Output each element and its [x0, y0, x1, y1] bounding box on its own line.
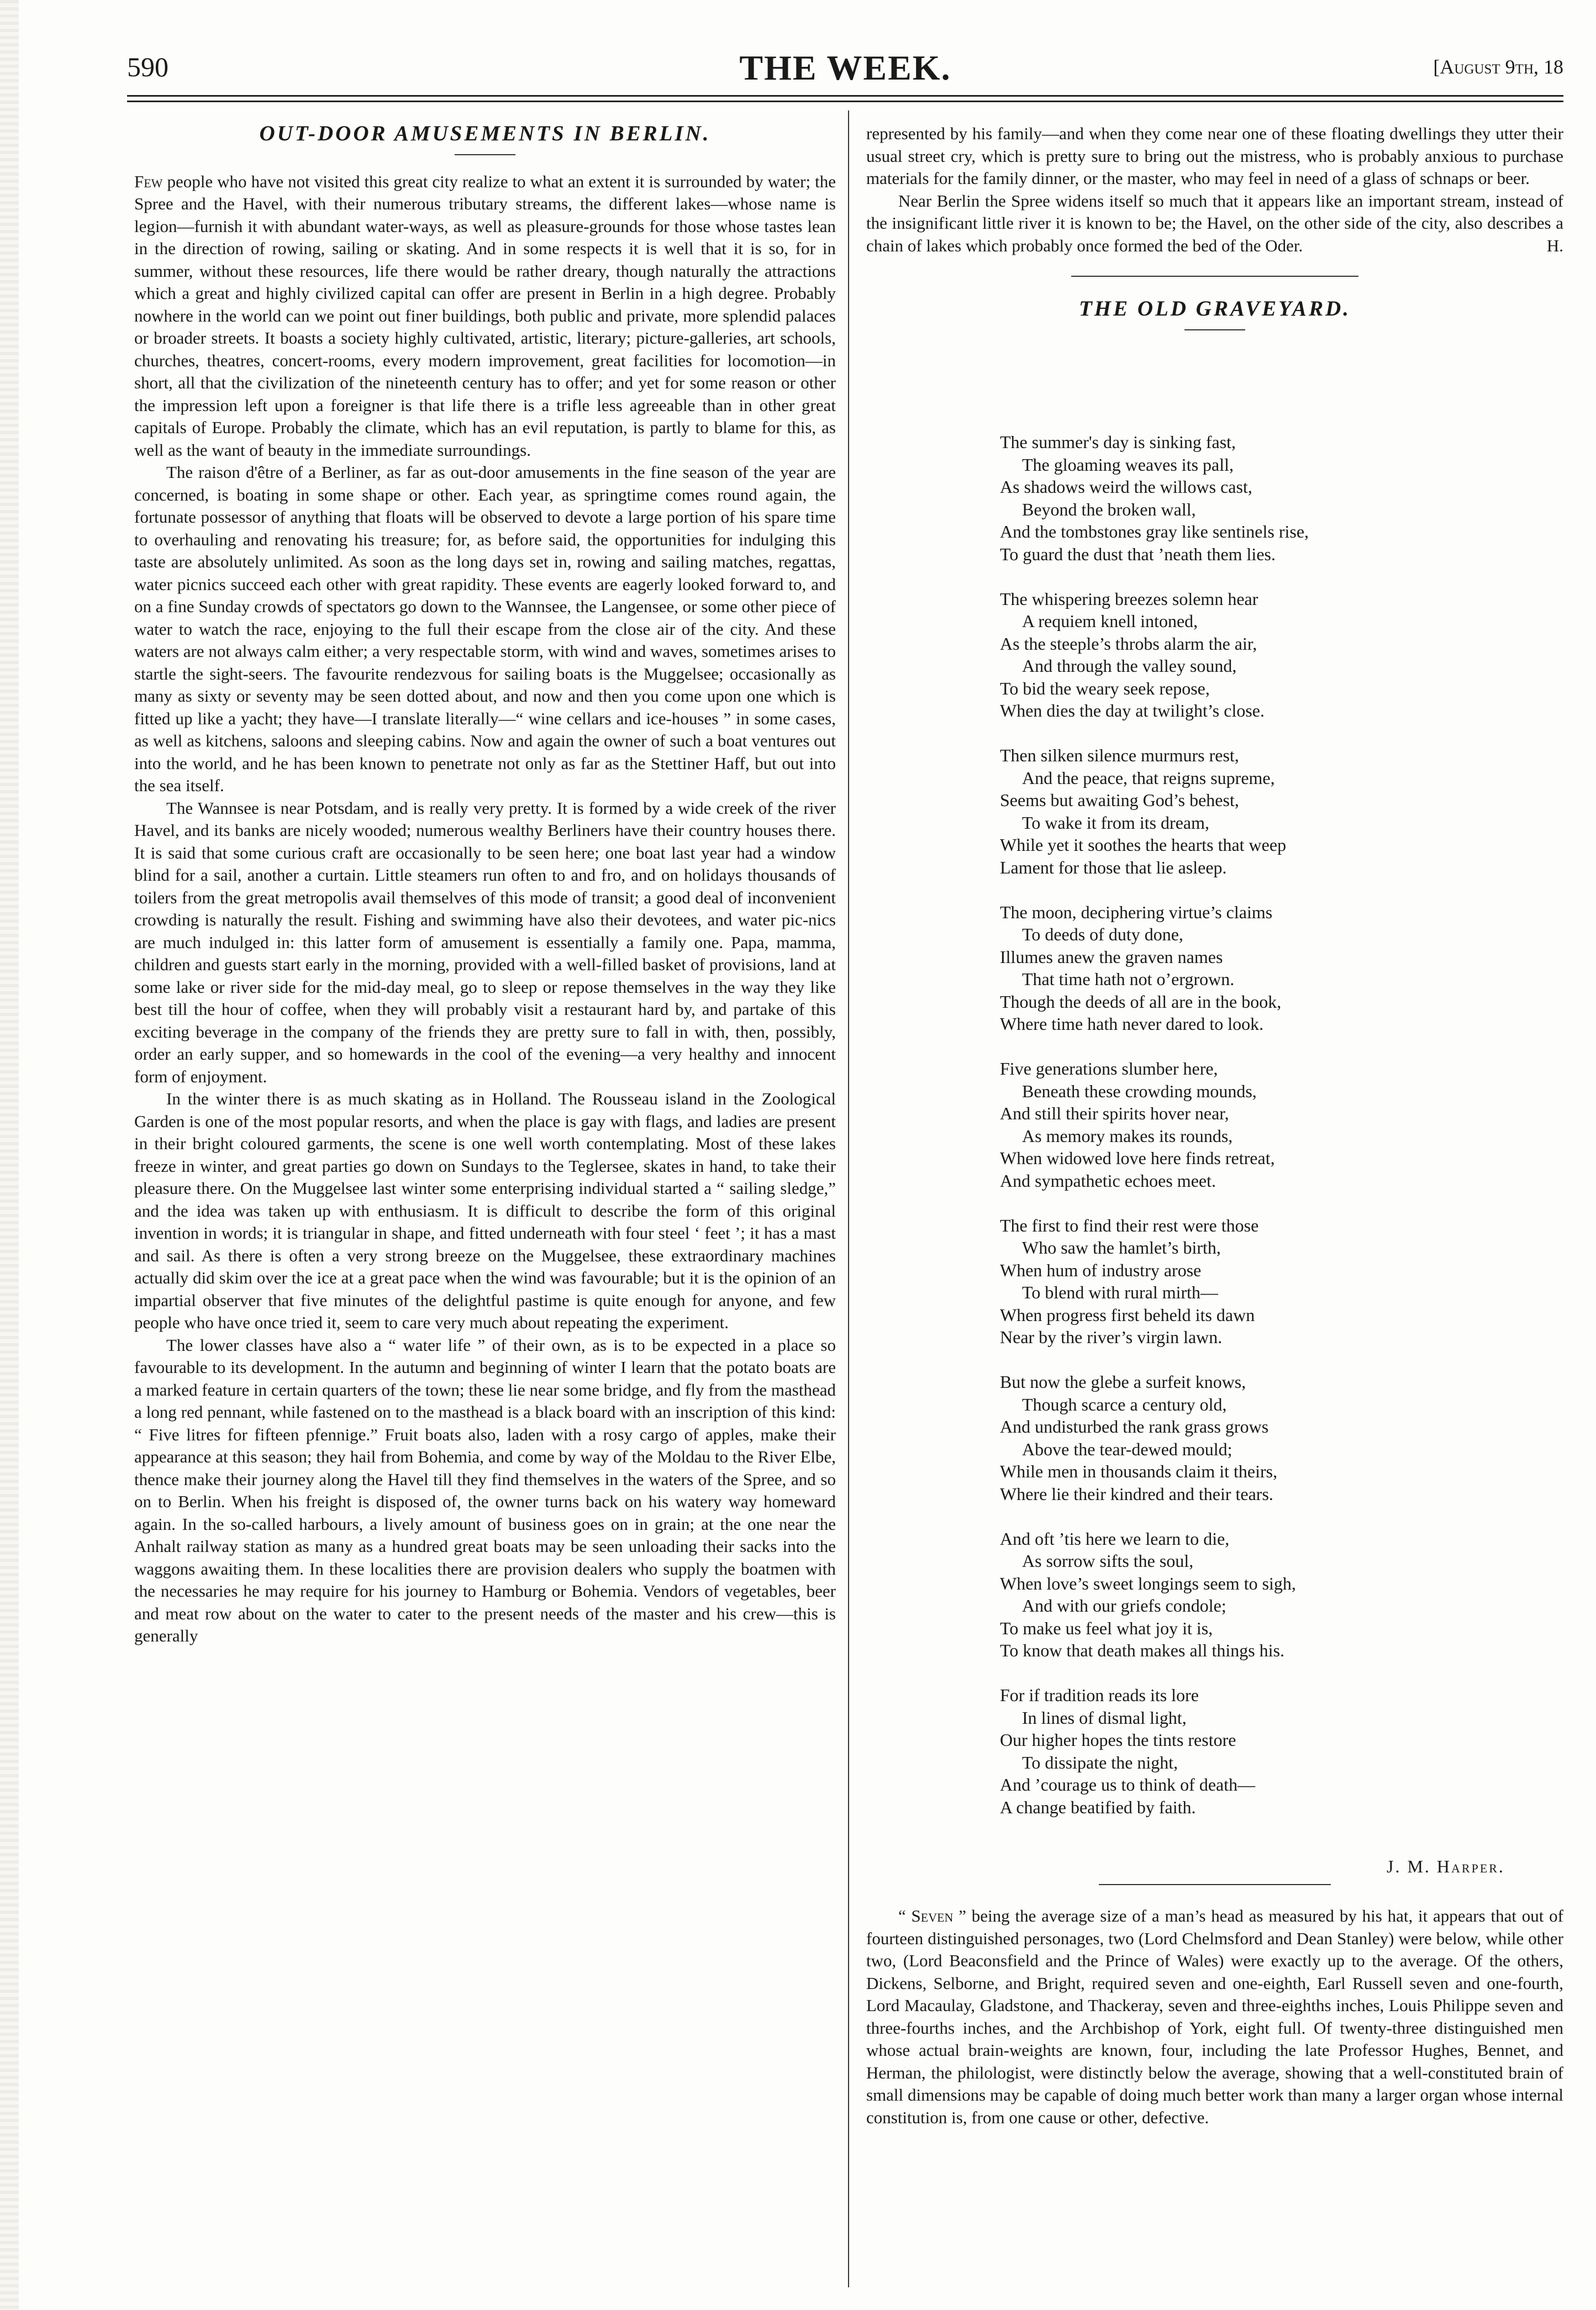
poem-line: In lines of dismal light, — [1022, 1707, 1187, 1728]
poem-line: But now the glebe a surfeit knows, — [1000, 1372, 1246, 1392]
left-column — [134, 123, 836, 1648]
continuation-paragraph: Near Berlin the Spree widens itself so much that it appears like an important stream, instead of the insignificant little river it is known to be; the Havel, on the other side of the city, also describes a chain of lakes which probably once formed the bed of the Oder. H. — [866, 190, 1563, 257]
poem-line: Though scarce a century old, — [1022, 1394, 1227, 1414]
poem-line: A change beatified by faith. — [1000, 1797, 1196, 1817]
poem-author: J. M. Harper. — [1387, 1856, 1505, 1876]
poem-line: When progress first beheld its dawn — [1000, 1304, 1255, 1325]
poem-line: Above the tear-dewed mould; — [1022, 1439, 1232, 1459]
poem-line: And undisturbed the rank grass grows — [1000, 1417, 1269, 1436]
poem-line: Illumes anew the graven names — [1000, 946, 1223, 967]
poem-line: Beneath these crowding mounds, — [1022, 1081, 1257, 1101]
poem-line: Then silken silence murmurs rest, — [1000, 745, 1239, 765]
page-header — [127, 48, 1563, 86]
poem-line: To know that death makes all things his. — [1000, 1640, 1285, 1660]
poem — [1000, 431, 1309, 1841]
note-first-word: “ Seven ” — [898, 1906, 967, 1925]
article-paragraph: The raison d'être of a Berliner, as far as out-door amusements in the fine season of the year are concerned, is boating in some shape or other. Each year, as springtime comes round again, the fortunate possessor of anything that floats will be observed to devote a large portion of his spare time to overhauling and renovating his treasure; for, as before said, the opportunities for indulging this taste are absolutely unlimited. As soon as the long days set in, rowing and sailing matches, regattas, water picnics succeed each other with great rapidity. These events are eagerly looked forward to, and on a fine Sunday crowds of spectators go down to the Wannsee, the Langensee, or some other piece of water to watch the race, enjoying to the full their escape from the close air of the city. And these waters are not always calm either; a very respectable storm, with wind and waves, sometimes arises to startle the sight-seers. The favourite rendezvous for sailing boats is the Muggelsee; occasionally as many as sixty or seventy may be seen dotted about, and now and then you come upon one which is fitted up like a yacht; they have—I translate literally—“ wine cellars and ice-houses ” in some cases, as well as kitchens, saloons and sleeping cabins. Now and again the owner of such a boat ventures out into the world, and he has been known to penetrate not only as far as the Stettiner Haff, but out into the sea itself. — [134, 462, 836, 795]
page-number: 590 — [127, 51, 168, 82]
article-paragraph: The lower classes have also a “ water life ” of their own, as is to be expected in a place so favourable to its development. In the autumn and beginning of winter I learn that the potato boats are a marked feature in certain quarters of the town; these lie near some bridge, and fly from the masthead a long red pennant, while fastened on to the masthead is a black board with an inscription of this kind: “ Five litres for fifteen pfennige.” Fruit boats also, laden with a rosy cargo of apples, make their appearance at this season; they hail from Bohemia, and come by way of the Moldau to the River Elbe, thence make their journey along the Havel till they find themselves in the waters of the Spree, and so on to Berlin. When his freight is disposed of, the owner turns back on his watery way homeward again. In the so-called harbours, a lively amount of business goes on in grain; at the one near the Anhalt railway station as many as a hundred great boats may be seen unloading their sacks into the waggons awaiting them. In these localities there are provision dealers who supply the boatmen with the necessaries he may require for his journey to Hamburg or Bohemia. Vendors of vegetables, beer and meat row about on the water to cater to the present needs of the master and his crew—this is generally — [134, 1335, 836, 1645]
poem-line: Lament for those that lie asleep. — [1000, 857, 1227, 877]
heading-rule — [455, 154, 515, 155]
poem-heading: THE OLD GRAVEYARD. — [1078, 297, 1351, 320]
poem-line: Five generations slumber here, — [1000, 1059, 1218, 1078]
poem-line: Though the deeds of all are in the book, — [1000, 991, 1282, 1012]
poem-line: The gloaming weaves its pall, — [1022, 454, 1234, 475]
poem-line: To deeds of duty done, — [1022, 924, 1183, 944]
poem-line: And the tombstones gray like sentinels rise, — [1000, 522, 1309, 541]
poem-line: To dissipate the night, — [1022, 1752, 1178, 1772]
poem-line: The whispering breezes solemn hear — [1000, 588, 1258, 609]
poem-line: Who saw the hamlet’s birth, — [1022, 1238, 1221, 1257]
poem-line: While men in thousands claim it theirs, — [1000, 1461, 1278, 1481]
poem-line: While yet it soothes the hearts that weep — [1000, 835, 1287, 855]
poem-line: A requiem knell intoned, — [1022, 611, 1198, 631]
continuation-paragraph: represented by his family—and when they come near one of these floating dwellings they utter their usual street cry, which is pretty sure to bring out the mistress, who is probably anxious to purchase materials for the family dinner, or the master, who may feel in need of a glass of schnaps or beer. — [866, 124, 1563, 188]
poem-line: When love’s sweet longings seem to sigh, — [1000, 1573, 1296, 1593]
poem-stanza — [1000, 1371, 1309, 1505]
poem-line: To bid the weary seek repose, — [1000, 678, 1210, 698]
header-rule-bottom — [127, 101, 1563, 102]
poem-line: And the peace, that reigns supreme, — [1022, 767, 1275, 788]
poem-line: The first to find their rest were those — [1000, 1215, 1259, 1235]
poem-heading-rule — [1184, 329, 1245, 330]
poem-stanza — [1000, 1214, 1309, 1349]
poem-line: And with our griefs condole; — [1022, 1596, 1226, 1616]
poem-line: And still their spirits hover near, — [1000, 1103, 1229, 1123]
poem-line: When widowed love here finds retreat, — [1000, 1148, 1275, 1168]
poem-line: Near by the river’s virgin lawn. — [1000, 1327, 1223, 1347]
article-paragraph: In the winter there is as much skating as in Holland. The Rousseau island in the Zoological Garden is one of the most popular resorts, and when the place is gay with flags, and ladies are present in their bright coloured garments, the scene is one well worth contemplating. Most of these lakes freeze in winter, and great parties go down on Sundays to the Teglersee, skates in hand, to take their pleasure there. On the Muggelsee last winter some enterprising individual started a “ sailing sledge,” and the idea was taken up with enthusiasm. It is difficult to describe the form of this original invention in words; it is triangular in shape, and fitted underneath with four steel ‘ feet ’; it has a mast and sail. As there is often a very strong breeze on the Muggelsee, these extraordinary machines actually did skim over the ice at a great pace when the wind was favourable; but it is the opinion of an impartial observer that five minutes of the delightful pastime is quite enough for anyone, and few people who have once tried it, seem to care very much about repeating the experiment. — [134, 1089, 836, 1332]
poem-line: Our higher hopes the tints restore — [1000, 1730, 1236, 1750]
note-section — [866, 1884, 1563, 2129]
poem-line: The moon, deciphering virtue’s claims — [1000, 902, 1273, 922]
poem-stanza — [1000, 431, 1309, 565]
poem-line: For if tradition reads its lore — [1000, 1685, 1199, 1705]
article-paragraph: Few people who have not visited this great city realize to what an extent it is surrounded by water; the Spree and the Havel, with their numerous tributary streams, the different lakes—whose name is legion—furnish it with abundant water-ways, as well as pleasure-grounds for those whose tastes lean in the direction of rowing, sailing or skating. And in some respects it is well that it is so, for in summer, without these resources, life there would be rather dreary, though naturally the attractions which a great and highly civilized capital can offer are present in Berlin in a high degree. Probably nowhere in the world can we point out finer buildings, both public and private, more splendid palaces or broader streets. It boasts a society highly cultivated, artistic, literary; picture-galleries, art schools, churches, theatres, concert-rooms, every modern improvement, great facilities for locomotion—in short, all that the civilization of the nineteenth century has to offer; and yet for some reason or other the impression left upon a foreigner is that life there is a trifle less agreeable than in other great capitals of Europe. Probably the climate, which has an evil reputation, is partly to blame for this, as well as the want of beauty in the immediate surroundings. — [134, 171, 836, 460]
page-edge — [0, 0, 19, 2310]
poem-stanza — [1000, 744, 1309, 878]
column-divider — [848, 110, 849, 2287]
poem-line: Where lie their kindred and their tears. — [1000, 1483, 1273, 1504]
journal-title: THE WEEK. — [739, 48, 951, 87]
header-rule-top — [127, 95, 1563, 97]
article-heading: OUT-DOOR AMUSEMENTS IN BERLIN. — [259, 122, 711, 145]
poem-line: And ’courage us to think of death— — [1000, 1775, 1256, 1795]
poem-line: To blend with rural mirth— — [1022, 1282, 1219, 1302]
article-signature: H. — [1546, 235, 1563, 255]
poem-line: Where time hath never dared to look. — [1000, 1014, 1264, 1034]
poem-line: As memory makes its rounds, — [1022, 1125, 1233, 1146]
article-paragraph: The Wannsee is near Potsdam, and is really very pretty. It is formed by a wide creek of the river Havel, and its banks are nicely wooded; numerous wealthy Berliners have their country houses there. It is said that some curious craft are occasionally to be seen here; one boat last year had a window blind for a sail, another a curtain. Little steamers run often to and fro, and on holidays thousands of toilers from the great metropolis avail themselves of this mode of transit; a good deal of inconvenient crowding is naturally the result. Fishing and swimming have also their devotees, and water pic-nics are much indulged in: this latter form of amusement is essentially a family one. Papa, mamma, children and guests start early in the morning, provided with a well-filled basket of provisions, land at some lake or river side for the mid-day meal, go to sleep or repose themselves in the way they like best till the hour of coffee, when they will probably visit a restaurant hard by, and partake of this exciting beverage in the company of the friends they are pretty sure to fall in with, then, possibly, order an early supper, and so homewards in the cool of the evening—a very healthy and innocent form of enjoyment. — [134, 798, 836, 1086]
poem-line: When hum of industry arose — [1000, 1260, 1202, 1280]
poem-line: When dies the day at twilight’s close. — [1000, 701, 1265, 720]
poem-stanza — [1000, 1528, 1309, 1662]
poem-line: To make us feel what joy it is, — [1000, 1618, 1213, 1638]
poem-line: As sorrow sifts the soul, — [1022, 1551, 1194, 1571]
note-paragraph: “ Seven ” being the average size of a man’s head as measured by his hat, it appears that out of fourteen distinguished personages, two (Lord Chelmsford and Dean Stanley) were below, while other two, (Lord Beaconsfield and the Prince of Wales) were exactly up to the average. Of the others, Dickens, Selborne, and Bright, required seven and one-eighth, Earl Russell seven and one-fourth, Lord Macaulay, Gladstone, and Thackeray, seven and three-eighths inches, Louis Philippe seven and three-fourths inches, and the Archbishop of York, eight full. Of twenty-three distinguished men whose actual brain-weights are known, four, including the late Professor Hughes, Bennet, and Herman, the philologist, were distinctly below the average, showing that a well-constituted brain of small dimensions may be capable of doing much better work than many a larger organ whose internal constitution is, from one cause or other, defective. — [866, 1906, 1563, 2127]
poem-stanza — [1000, 901, 1309, 1035]
poem-line: And sympathetic echoes meet. — [1000, 1170, 1216, 1191]
poem-line: As the steeple’s throbs alarm the air, — [1000, 633, 1257, 654]
poem-line: And oft ’tis here we learn to die, — [1000, 1528, 1230, 1549]
poem-line: That time hath not o’ergrown. — [1022, 969, 1235, 989]
dropcap-word: Few — [134, 171, 163, 191]
poem-line: The summer's day is sinking fast, — [1000, 432, 1236, 452]
right-column-continuation — [866, 123, 1563, 346]
poem-line: And through the valley sound, — [1022, 656, 1237, 676]
poem-stanza — [1000, 588, 1309, 722]
poem-stanza — [1000, 1057, 1309, 1192]
poem-stanza — [1000, 1684, 1309, 1818]
poem-line: As shadows weird the willows cast, — [1000, 477, 1252, 497]
poem-line: Beyond the broken wall, — [1022, 499, 1196, 519]
poem-line: Seems but awaiting God’s behest, — [1000, 790, 1239, 810]
issue-date: [August 9th, 18 — [1433, 56, 1563, 78]
poem-line: To guard the dust that ’neath them lies. — [1000, 544, 1276, 564]
poem-line: To wake it from its dream, — [1022, 812, 1209, 833]
